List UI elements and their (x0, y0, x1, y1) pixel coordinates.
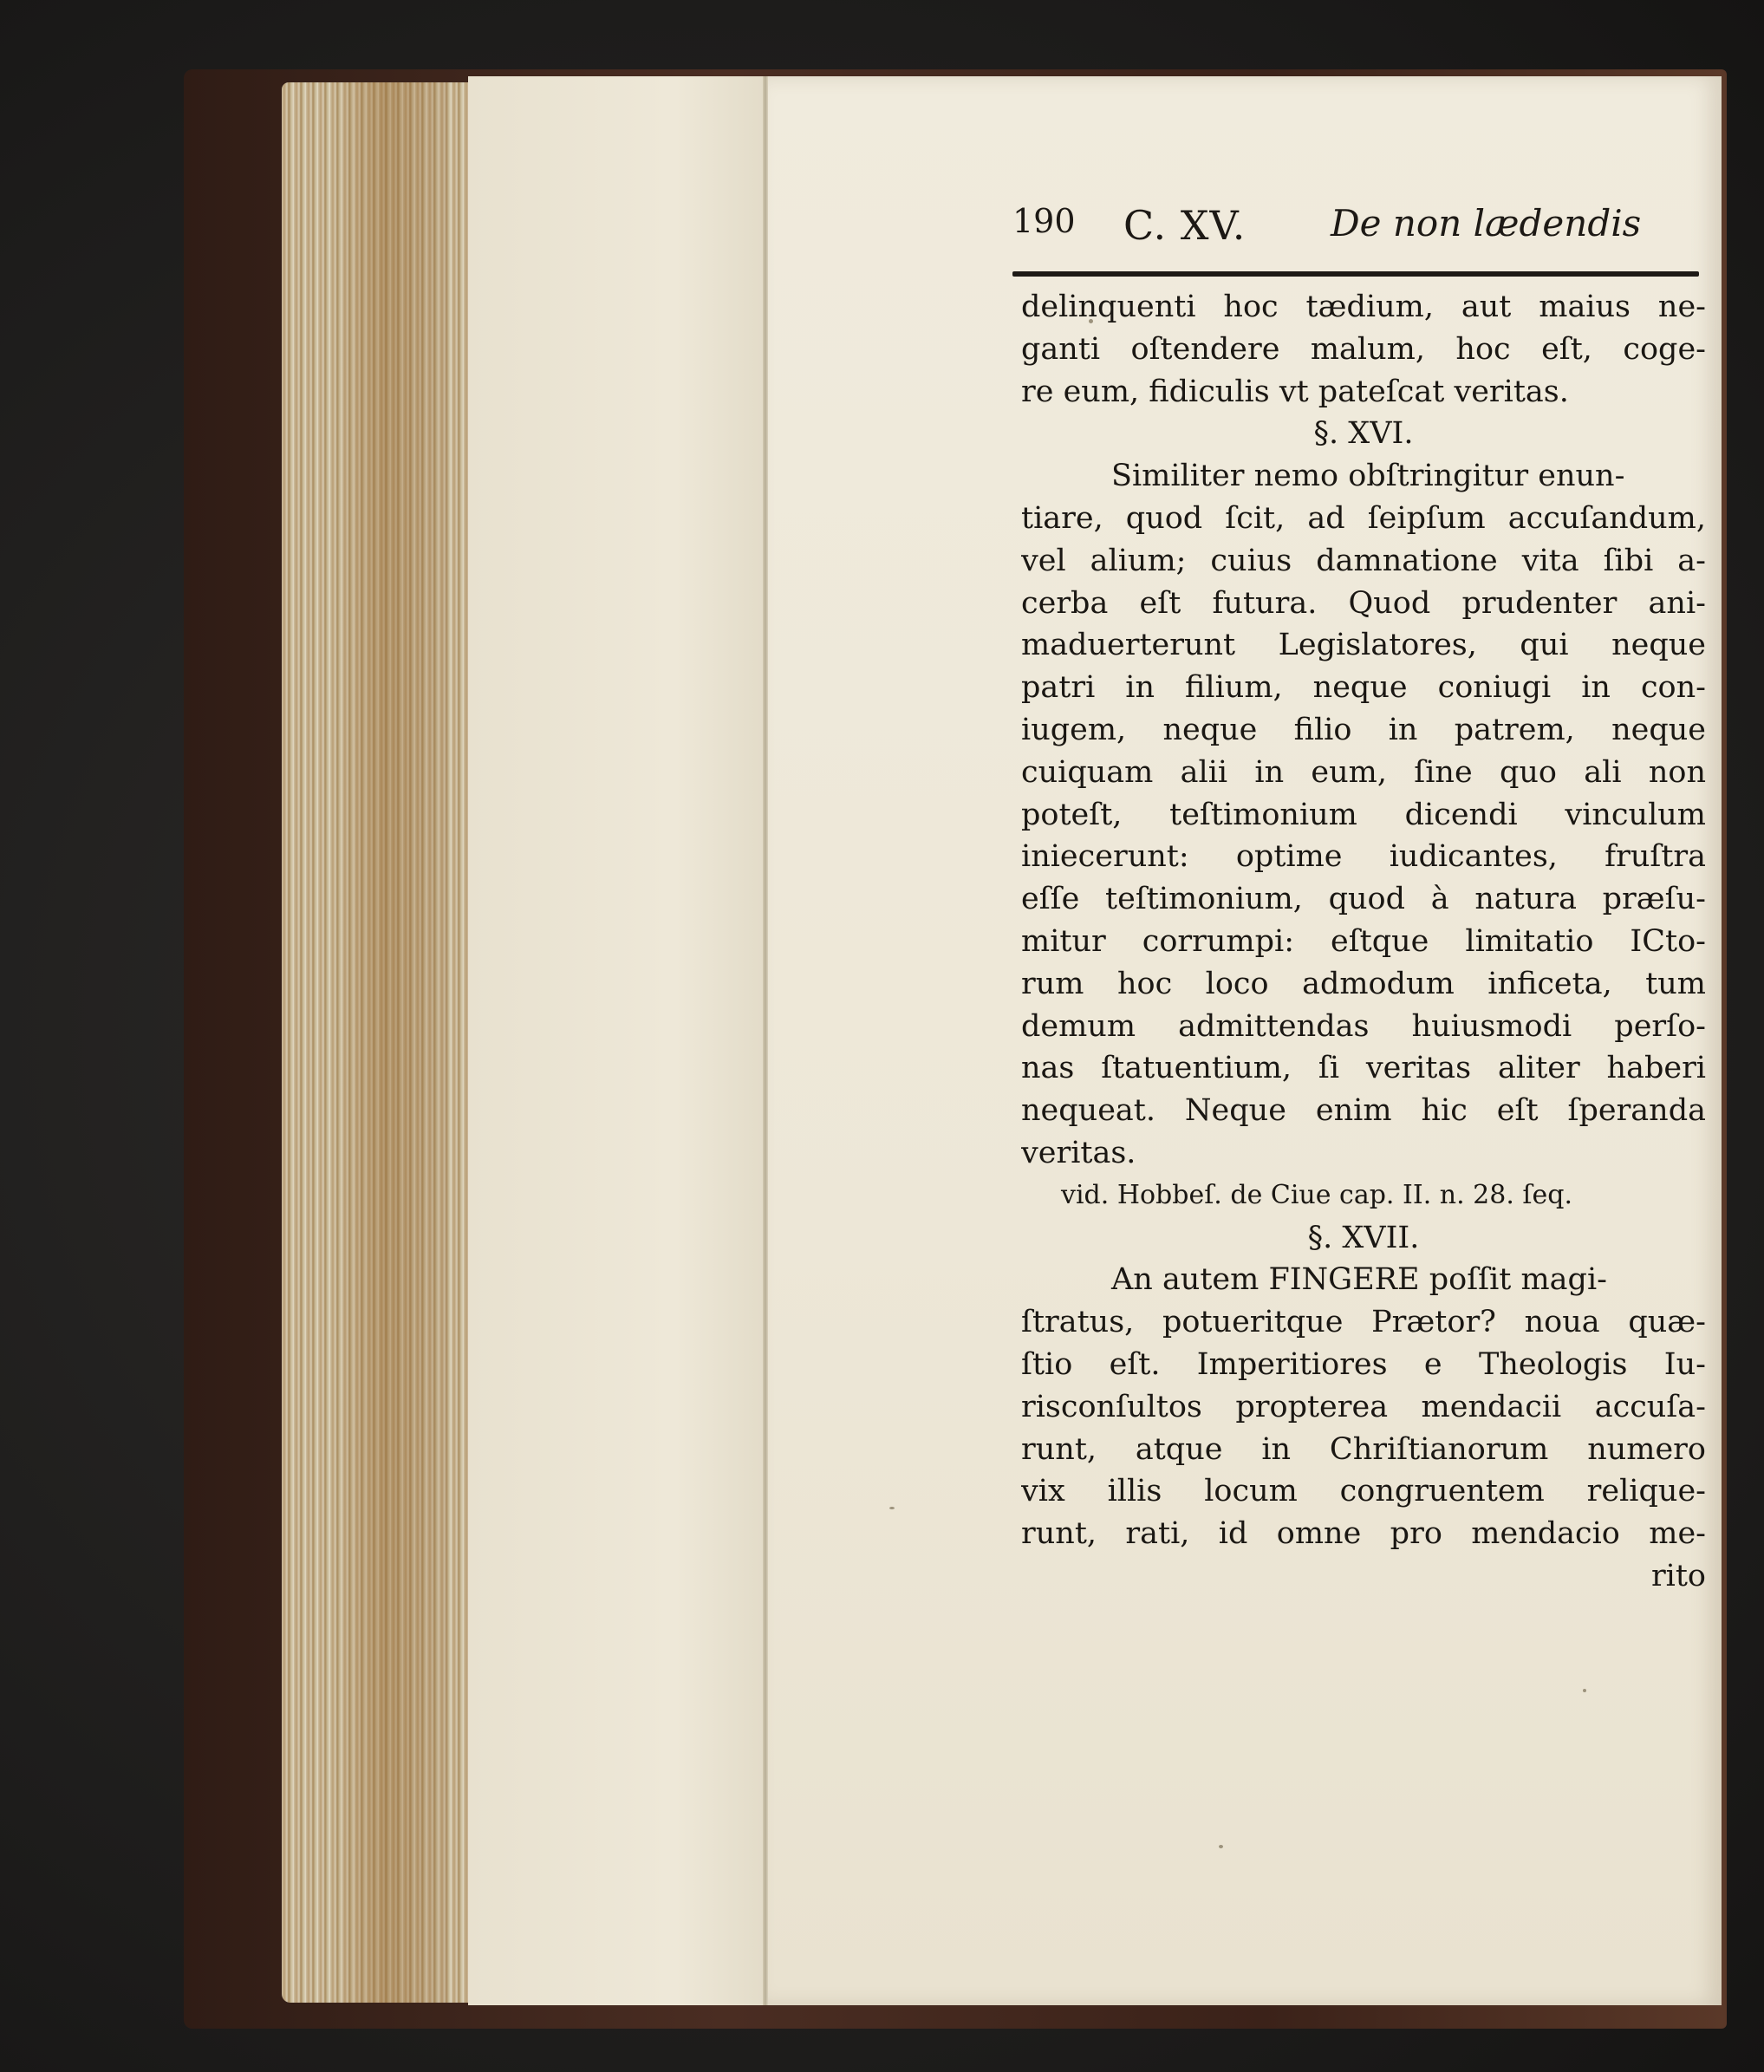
text-line: ganti oſtendere malum, hoc eſt, coge- (1021, 331, 1706, 367)
text-line: Similiter nemo obſtringitur enun- (1111, 459, 1625, 494)
paper-speck (1219, 1845, 1223, 1848)
text-line: cerba eſt futura. Quod prudenter ani- (1021, 585, 1706, 621)
text-line: runt, rati, id omne pro mendacio me- (1021, 1516, 1706, 1552)
text-line: ſtio eſt. Imperitiores e Theologis Iu- (1021, 1346, 1706, 1382)
text-line: poteſt, teſtimonium dicendi vinculum (1021, 797, 1706, 832)
paper-speck (1583, 1689, 1586, 1692)
body-text (1021, 286, 1706, 1598)
text-line: rito (1650, 1558, 1706, 1593)
chapter-label: C. XV. (1123, 202, 1247, 249)
text-line: veritas. (1021, 1135, 1136, 1170)
text-line: mitur corrumpi: eſtque limitatio ICto- (1021, 923, 1706, 959)
section-heading: §. XVI. (1313, 416, 1414, 452)
text-line: iugem, neque filio in patrem, neque (1021, 712, 1706, 747)
header-rule (1012, 271, 1699, 277)
text-line: iniecerunt: optime iudicantes, fruſtra (1021, 839, 1706, 875)
section-heading: §. XVII. (1307, 1220, 1420, 1255)
text-line: ſtratus, potueritque Prætor? noua quæ- (1021, 1305, 1706, 1340)
text-line: runt, atque in Chriſtianorum numero (1021, 1431, 1706, 1467)
text-line: tiare, quod ſcit, ad ſeipſum accuſandum, (1021, 500, 1706, 536)
blank-left-leaf (468, 76, 763, 2005)
text-line: delinquenti hoc tædium, aut maius ne- (1021, 290, 1706, 324)
text-line: eſſe teſtimonium, quod à natura præſu- (1021, 882, 1706, 917)
text-line: patri in filium, neque coniugi in con- (1021, 670, 1706, 706)
paper-speck (889, 1507, 895, 1509)
text-line: vix illis locum congruentem relique- (1021, 1474, 1706, 1509)
text-line: nequeat. Neque enim hic eſt ſperanda (1021, 1093, 1706, 1129)
text-line: re eum, fidiculis vt pateſcat veritas. (1021, 374, 1569, 409)
page-edge-stain (334, 82, 446, 2003)
text-line: cuiquam alii in eum, ſine quo ali non (1021, 754, 1706, 790)
running-title: De non lædendis (1331, 202, 1642, 244)
text-line: An autem FINGERE poſſit magi- (1111, 1262, 1607, 1298)
text-line: vel alium; cuius damnatione vita ſibi a- (1021, 543, 1706, 578)
text-line: demum admittendas huiusmodi perſo- (1021, 1008, 1706, 1044)
text-line: rum hoc loco admodum inficeta, tum (1021, 966, 1706, 1001)
text-line: nas ſtatuentium, ſi veritas aliter haberi (1021, 1051, 1706, 1086)
text-line: risconſultos propterea mendacii accuſa- (1021, 1389, 1706, 1424)
running-header (1012, 202, 1671, 259)
text-line: maduerterunt Legislatores, qui neque (1021, 628, 1706, 663)
text-line: vid. Hobbeſ. de Ciue cap. II. n. 28. ſeq. (1061, 1179, 1573, 1210)
page-number: 190 (1012, 202, 1076, 240)
